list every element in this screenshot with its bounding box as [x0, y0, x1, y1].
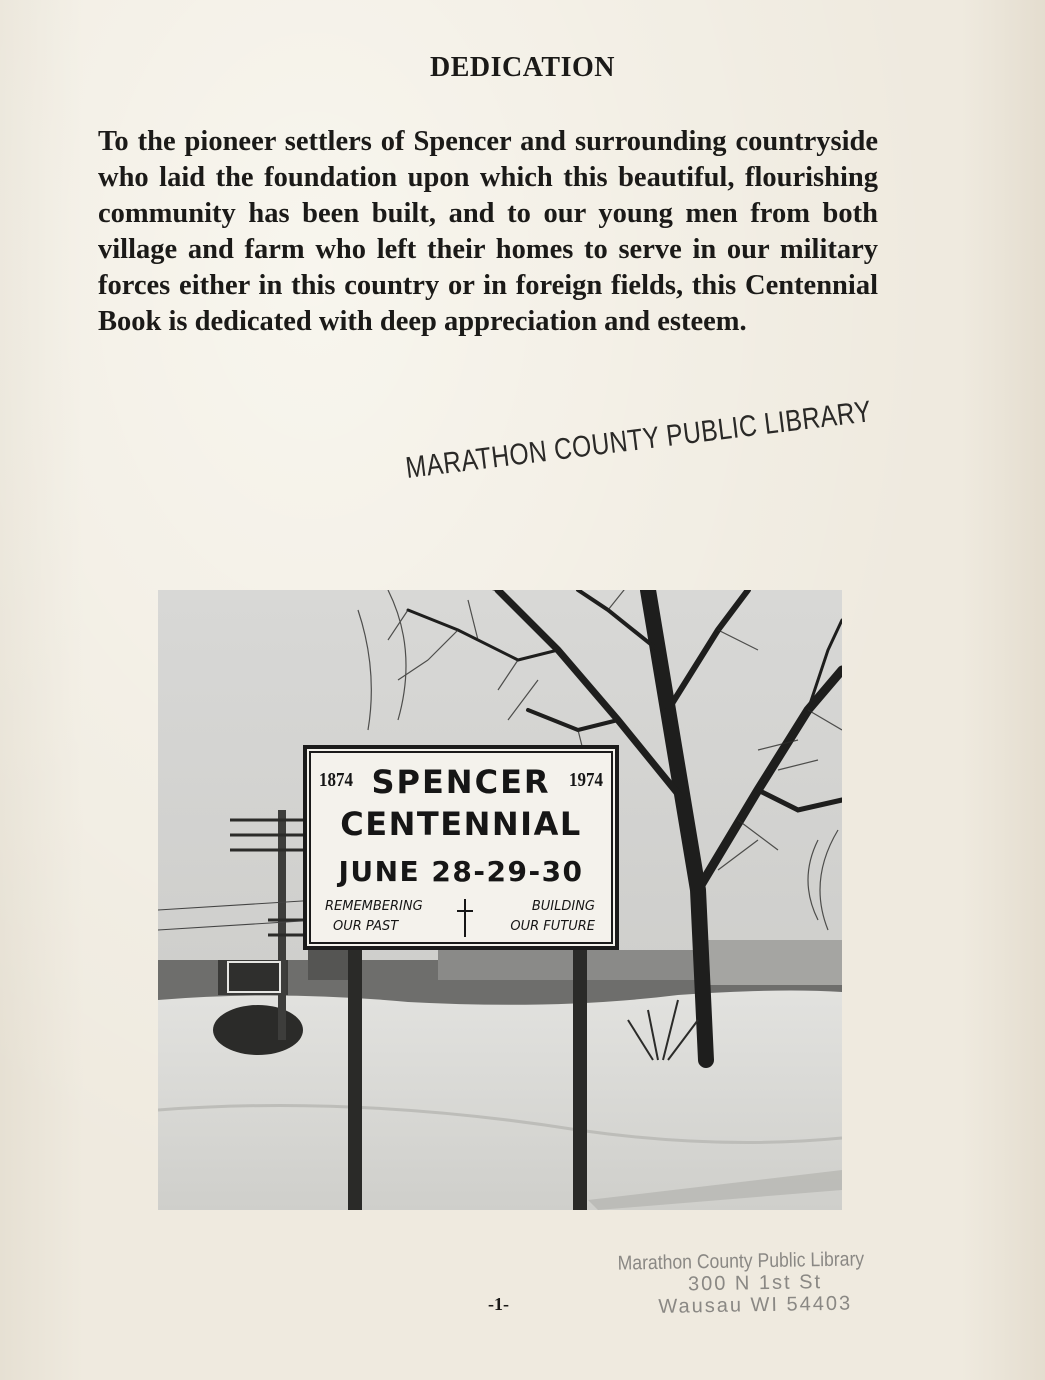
- sign-motto-right: [485, 897, 595, 937]
- sign-motto-right-line2: OUR FUTURE: [510, 919, 595, 934]
- page-number: -1-: [488, 1294, 509, 1314]
- sign-header: [307, 763, 615, 801]
- dedication-text: To the pioneer settlers of Spencer and surrounding countryside who laid the foundation upon which this beautiful, flourishing community has been built, and to our young men from both village and farm who left their homes to serve in our military forces either in this country or in foreign fields, this Centennial Book is dedicated with deep appreciation and esteem.: [98, 126, 878, 337]
- library-stamp: MARATHON COUNTY PUBLIC LIBRARY: [403, 395, 874, 486]
- page-title: DEDICATION: [430, 52, 615, 83]
- sign-motto-left: [325, 897, 435, 937]
- sign-motto-left-line1: REMEMBERING: [325, 899, 423, 914]
- sign-motto-left-line2: OUR PAST: [333, 919, 399, 934]
- sign-year-start: 1874: [319, 769, 353, 791]
- address-line-3: Wausau WI 54403: [658, 1292, 853, 1318]
- sign-town-name: SPENCER: [371, 763, 551, 801]
- sign-motto-right-line1: BUILDING: [531, 899, 595, 914]
- centennial-sign-photo: [158, 590, 842, 1210]
- sign-year-end: 1974: [569, 769, 603, 791]
- centennial-sign: [303, 745, 619, 950]
- address-line-2: 300 N 1st St: [687, 1271, 823, 1296]
- library-address-stamp: [617, 1247, 918, 1318]
- sign-dates: JUNE 28-29-30: [338, 855, 584, 888]
- sign-centennial: CENTENNIAL: [340, 805, 582, 843]
- cross-icon: [455, 897, 475, 939]
- address-line-1: Marathon County Public Library: [617, 1248, 865, 1275]
